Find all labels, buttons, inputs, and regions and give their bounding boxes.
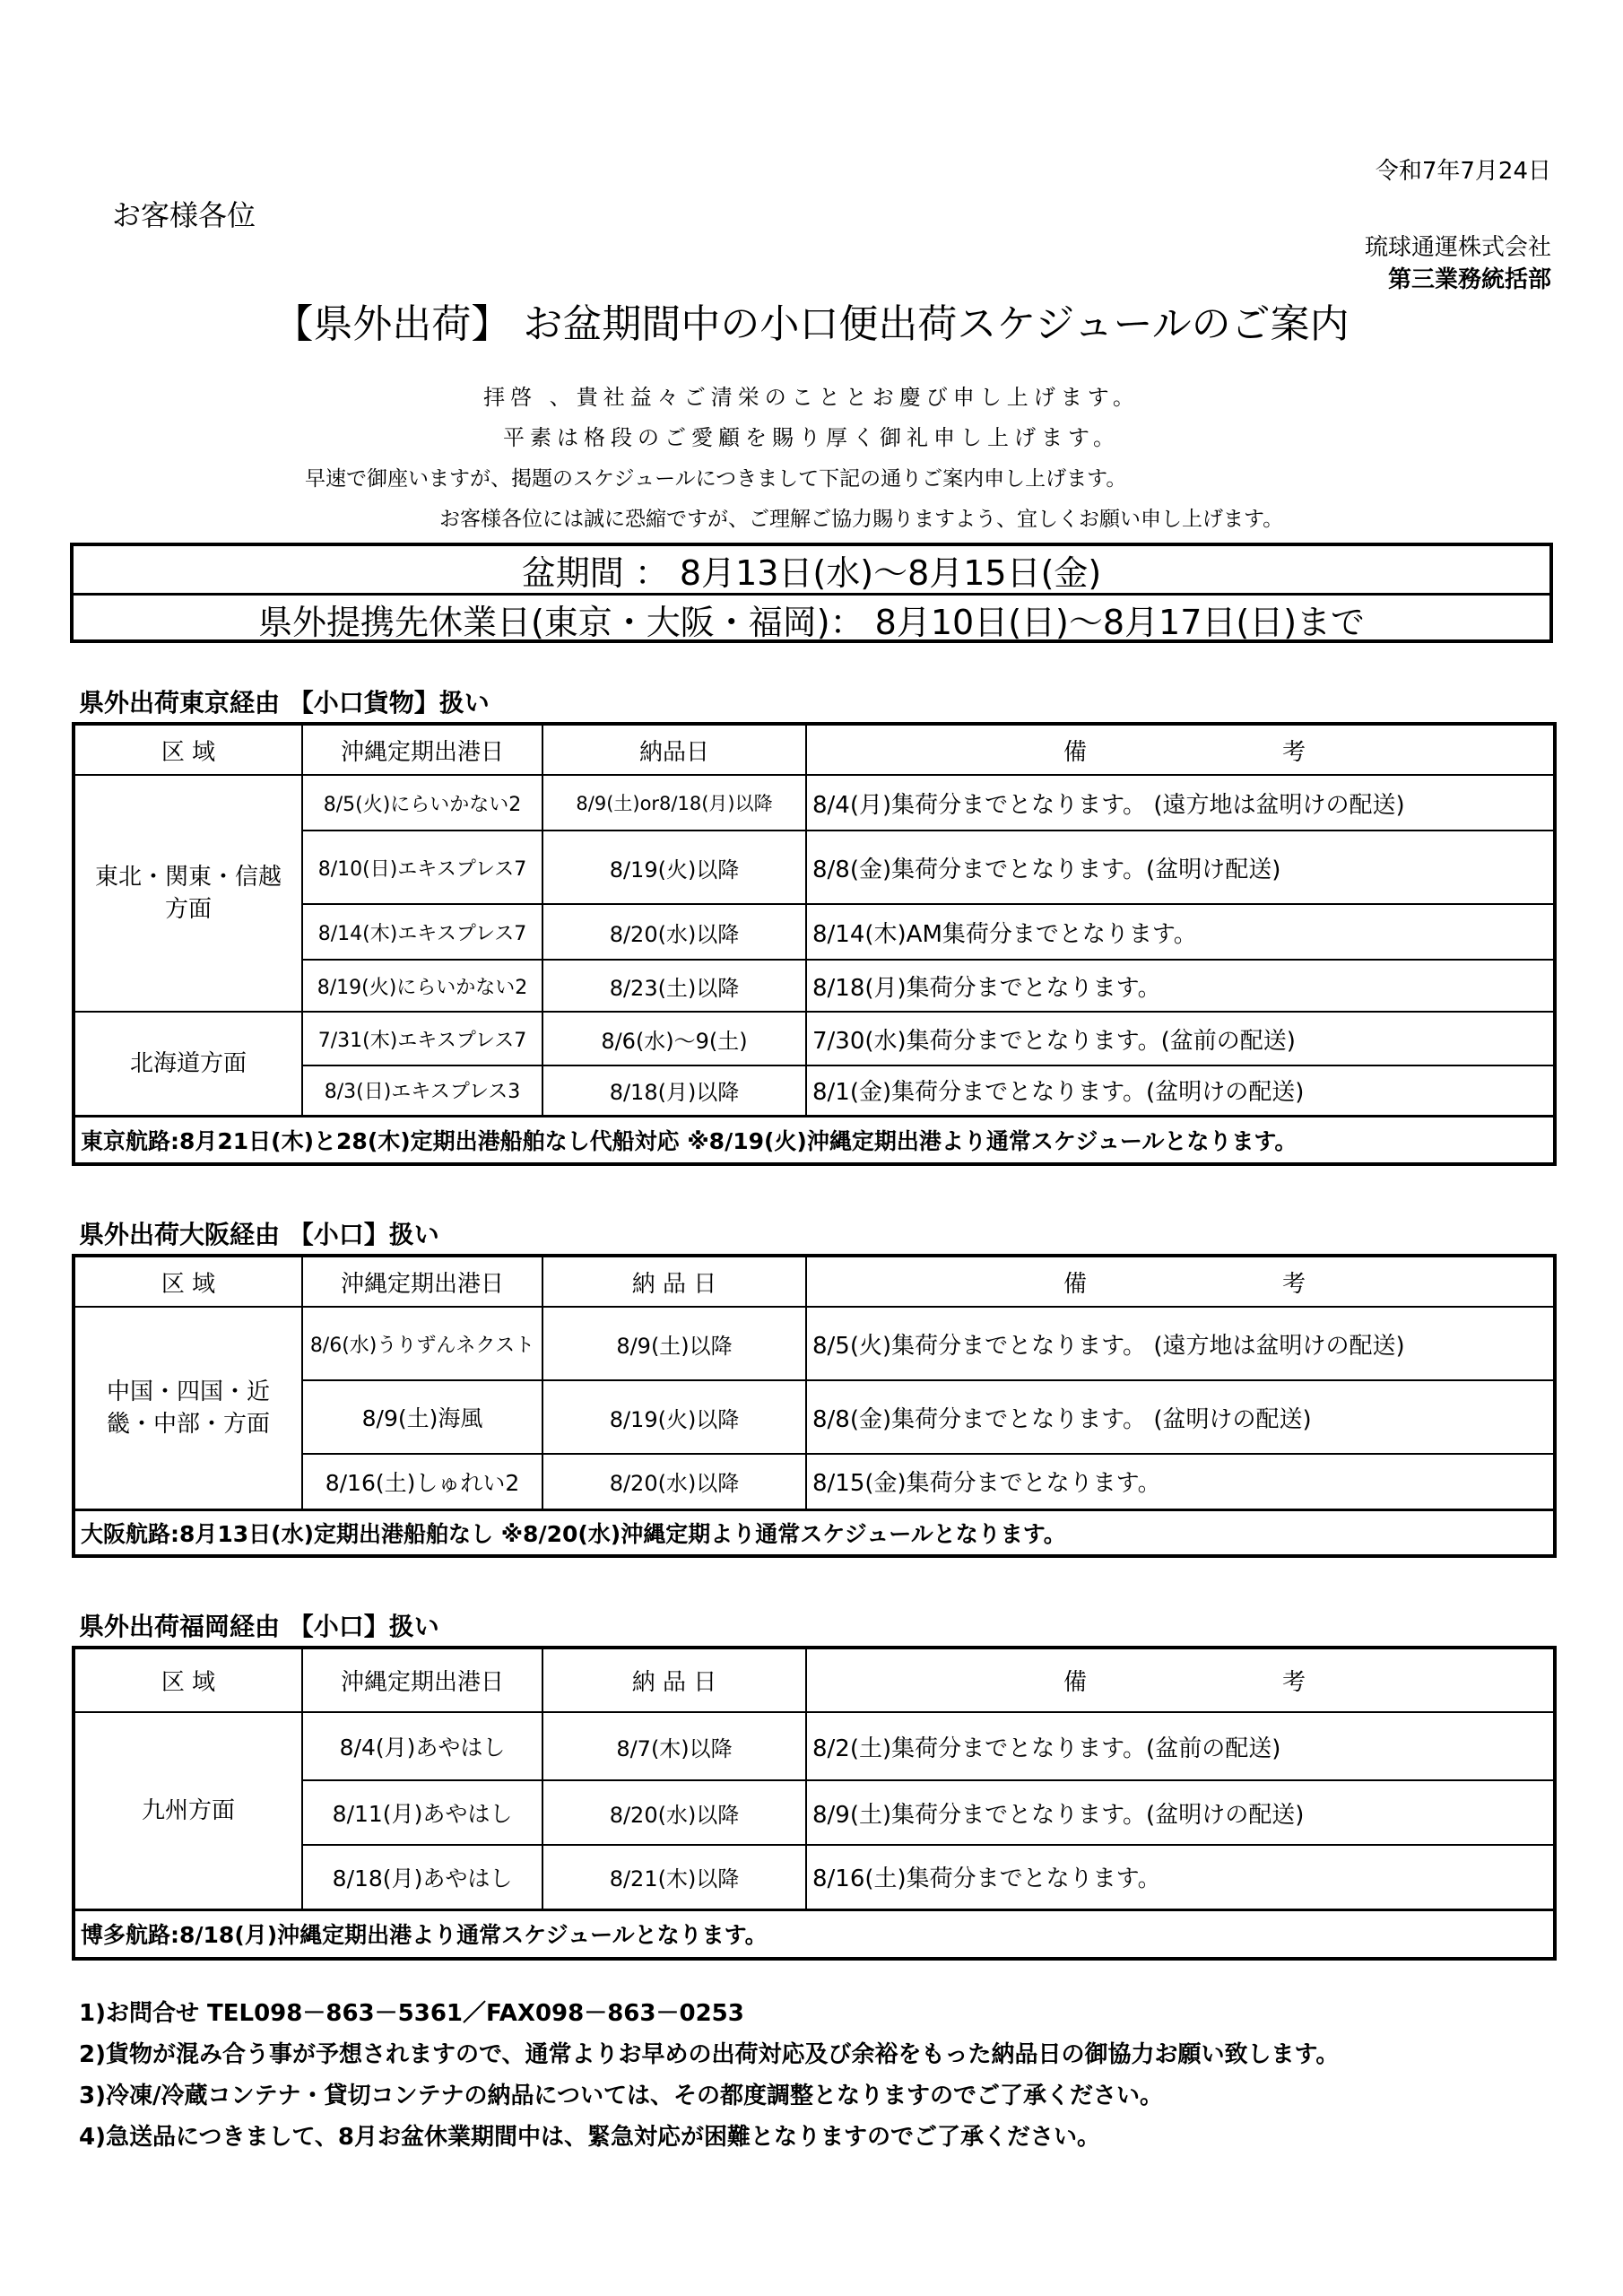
route-note: 博多航路:8/18(月)沖縄定期出港より通常スケジュールとなります。 xyxy=(74,1909,1555,1959)
column-header-delivery: 納 品 日 xyxy=(542,1256,806,1307)
table-header-row xyxy=(74,1256,1555,1307)
osaka-schedule-table xyxy=(72,1254,1557,1558)
column-header-delivery: 納品日 xyxy=(542,724,806,775)
table-row xyxy=(74,1012,1555,1065)
departure-cell: 8/19(火)にらいかない2 xyxy=(302,960,542,1012)
period-box xyxy=(70,543,1553,643)
remarks-cell: 8/1(金)集荷分までとなります。(盆明けの配送) xyxy=(806,1065,1555,1116)
departure-cell: 8/5(火)にらいかない2 xyxy=(302,775,542,831)
delivery-cell: 8/9(土)以降 xyxy=(542,1307,806,1380)
remarks-cell: 8/4(月)集荷分までとなります。 (遠方地は盆明けの配送) xyxy=(806,775,1555,831)
column-header-region: 区 域 xyxy=(74,724,302,775)
departure-cell: 8/9(土)海風 xyxy=(302,1380,542,1454)
tokyo-schedule-table xyxy=(72,722,1557,1166)
delivery-cell: 8/20(水)以降 xyxy=(542,1454,806,1509)
region-cell: 東北・関東・信越方面 xyxy=(74,775,302,1012)
sender-block xyxy=(1365,231,1551,296)
route-note: 東京航路:8月21日(木)と28(木)定期出港船舶なし代船対応 ※8/19(火)沖縄定期出港より通常スケジュールとなります。 xyxy=(74,1116,1555,1164)
company-name: 琉球通運株式会社 xyxy=(1364,234,1551,261)
table-header-row xyxy=(74,724,1555,775)
remarks-cell: 8/18(月)集荷分までとなります。 xyxy=(806,960,1555,1012)
delivery-cell: 8/19(火)以降 xyxy=(542,831,806,904)
column-header-region: 区 域 xyxy=(74,1256,302,1307)
remarks-cell: 8/14(木)AM集荷分までとなります。 xyxy=(806,904,1555,960)
departure-cell: 8/6(水)うりずんネクスト xyxy=(302,1307,542,1380)
remarks-cell: 8/16(土)集荷分までとなります。 xyxy=(806,1845,1555,1909)
remarks-cell: 8/9(土)集荷分までとなります。(盆明けの配送) xyxy=(806,1780,1555,1845)
region-cell: 北海道方面 xyxy=(74,1012,302,1116)
delivery-cell: 8/19(火)以降 xyxy=(542,1380,806,1454)
region-cell: 中国・四国・近畿・中部・方面 xyxy=(74,1307,302,1509)
departure-cell: 8/10(日)エキスプレス7 xyxy=(302,831,542,904)
column-header-departure: 沖縄定期出港日 xyxy=(302,1256,542,1307)
delivery-cell: 8/21(木)以降 xyxy=(542,1845,806,1909)
table-row xyxy=(74,1307,1555,1380)
greeting-line: 平素は格段のご愛顧を賜り厚く御礼申し上げます。 xyxy=(502,425,1121,450)
section-title-fukuoka: 県外出荷福岡経由 【小口】扱い xyxy=(79,1612,439,1641)
section-title-tokyo: 県外出荷東京経由 【小口貨物】扱い xyxy=(79,688,490,718)
column-header-remarks: 備 考 xyxy=(806,724,1555,775)
remarks-cell: 7/30(水)集荷分までとなります。(盆前の配送) xyxy=(806,1012,1555,1065)
departure-cell: 8/18(月)あやはし xyxy=(302,1845,542,1909)
list-item: 3)冷凍/冷蔵コンテナ・貸切コンテナの納品については、その都度調整となりますのでご了承ください。 xyxy=(79,2083,1163,2109)
table-row xyxy=(74,775,1555,831)
delivery-cell: 8/18(月)以降 xyxy=(542,1065,806,1116)
department-name: 第三業務統括部 xyxy=(1387,266,1551,293)
greeting-line: 早速で御座いますが、掲題のスケジュールにつきまして下記の通りご案内申し上げます。 xyxy=(305,467,1127,491)
list-item: 2)貨物が混み合う事が予想されますので、通常よりお早めの出荷対応及び余裕をもった納品日の御協力お願い致します。 xyxy=(79,2041,1340,2068)
column-header-delivery: 納 品 日 xyxy=(542,1648,806,1712)
remarks-cell: 8/15(金)集荷分までとなります。 xyxy=(806,1454,1555,1509)
departure-cell: 8/14(木)エキスプレス7 xyxy=(302,904,542,960)
delivery-cell: 8/9(土)or8/18(月)以降 xyxy=(542,775,806,831)
greeting-line: お客様各位には誠に恐縮ですが、ご理解ご協力賜りますよう、宜しくお願い申し上げます。 xyxy=(439,508,1284,531)
region-cell: 九州方面 xyxy=(74,1712,302,1909)
partner-holiday-period: 県外提携先休業日(東京・大阪・福岡)： 8月10日(日)～8月17日(日)まで xyxy=(74,593,1549,642)
delivery-cell: 8/7(木)以降 xyxy=(542,1712,806,1780)
contact-note: 1)お問合せ TEL098－863－5361／FAX098－863－0253 xyxy=(79,2000,744,2027)
column-header-region: 区 域 xyxy=(74,1648,302,1712)
departure-cell: 8/11(月)あやはし xyxy=(302,1780,542,1845)
document-title: 【県外出荷】 お盆期間中の小口便出荷スケジュールのご案内 xyxy=(273,301,1350,347)
delivery-cell: 8/20(水)以降 xyxy=(542,904,806,960)
remarks-cell: 8/5(火)集荷分までとなります。 (遠方地は盆明けの配送) xyxy=(806,1307,1555,1380)
departure-cell: 8/3(日)エキスプレス3 xyxy=(302,1065,542,1116)
departure-cell: 8/16(土)しゅれい2 xyxy=(302,1454,542,1509)
column-header-departure: 沖縄定期出港日 xyxy=(302,1648,542,1712)
delivery-cell: 8/20(水)以降 xyxy=(542,1780,806,1845)
remarks-cell: 8/8(金)集荷分までとなります。(盆明け配送) xyxy=(806,831,1555,904)
route-note: 大阪航路:8月13日(水)定期出港船舶なし ※8/20(水)沖縄定期より通常スケジュールとなります。 xyxy=(74,1509,1555,1556)
obon-period: 盆期間 ： 8月13日(水)～8月15日(金) xyxy=(521,552,1102,593)
greeting-line: 拝啓 、貴社益々ご清栄のこととお慶び申し上げます。 xyxy=(483,385,1140,410)
table-footer-row xyxy=(74,1509,1555,1556)
addressee: お客様各位 xyxy=(112,198,256,232)
remarks-cell: 8/2(土)集荷分までとなります。(盆前の配送) xyxy=(806,1712,1555,1780)
column-header-remarks: 備 考 xyxy=(806,1256,1555,1307)
table-footer-row xyxy=(74,1116,1555,1164)
column-header-departure: 沖縄定期出港日 xyxy=(302,724,542,775)
table-header-row xyxy=(74,1648,1555,1712)
document-date: 令和7年7月24日 xyxy=(1375,158,1551,185)
notes-list xyxy=(79,1993,1339,2158)
section-title-osaka: 県外出荷大阪経由 【小口】扱い xyxy=(79,1220,439,1249)
table-row xyxy=(74,1712,1555,1780)
delivery-cell: 8/6(水)～9(土) xyxy=(542,1012,806,1065)
table-footer-row xyxy=(74,1909,1555,1959)
remarks-cell: 8/8(金)集荷分までとなります。 (盆明けの配送) xyxy=(806,1380,1555,1454)
list-item: 4)急送品につきまして、8月お盆休業期間中は、緊急対応が困難となりますのでご了承ください。 xyxy=(79,2124,1101,2151)
departure-cell: 8/4(月)あやはし xyxy=(302,1712,542,1780)
departure-cell: 7/31(木)エキスプレス7 xyxy=(302,1012,542,1065)
fukuoka-schedule-table xyxy=(72,1646,1557,1961)
column-header-remarks: 備 考 xyxy=(806,1648,1555,1712)
delivery-cell: 8/23(土)以降 xyxy=(542,960,806,1012)
